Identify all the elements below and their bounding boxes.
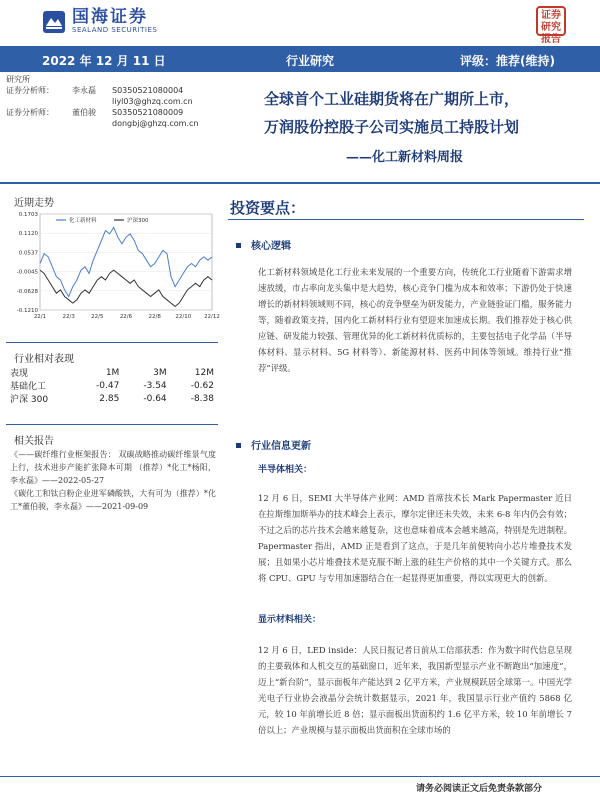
y-tick-label: 0.0537 bbox=[18, 250, 38, 257]
research-dept: 研究所 bbox=[6, 75, 30, 84]
report-subtitle: ——化工新材料周报 bbox=[346, 150, 464, 165]
semiconductor-heading: 半导体相关： bbox=[258, 465, 313, 475]
analyst-code: S0350521080009 bbox=[112, 108, 184, 117]
report-category: 行业研究 bbox=[286, 54, 335, 68]
analyst-email[interactable]: liyl03@ghzq.com.cn bbox=[112, 97, 193, 106]
trend-chart bbox=[6, 206, 218, 330]
table-header-cell: 表现 bbox=[10, 369, 29, 379]
table-cell: 基础化工 bbox=[10, 382, 47, 392]
table-cell: 沪深 300 bbox=[10, 395, 49, 405]
table-header-row bbox=[10, 366, 216, 379]
series-line bbox=[40, 227, 212, 296]
table-cell: -8.38 bbox=[190, 393, 214, 404]
sidebar-divider bbox=[6, 342, 218, 343]
title-line-2: 万润股份控股子公司实施员工持股计划 bbox=[264, 118, 520, 136]
section-title: 投资要点： bbox=[230, 199, 306, 217]
legend-label: 沪深300 bbox=[127, 218, 149, 224]
x-tick-label: 22/3 bbox=[62, 314, 75, 320]
x-tick-label: 22/10 bbox=[175, 314, 192, 320]
related-report-item[interactable]: 《碳化工和钛白粉企业进军磷酸铁，大有可为（推荐）*化工*董伯骏，李永磊》——2021-09-09 bbox=[10, 489, 216, 511]
report-stamp: 证券研究报告 bbox=[536, 6, 566, 36]
y-tick-label: 0.1120 bbox=[18, 231, 38, 238]
section-rule bbox=[228, 219, 584, 220]
table-header-cell: 3M bbox=[153, 367, 167, 378]
footer-rule bbox=[0, 776, 600, 777]
report-rating: 评级：推荐(维持) bbox=[460, 54, 555, 68]
related-reports bbox=[10, 448, 216, 513]
y-tick-label: -0.1210 bbox=[16, 308, 38, 314]
series-line bbox=[40, 270, 212, 306]
header-divider bbox=[0, 182, 600, 184]
analyst-label: 证券分析师： bbox=[6, 108, 54, 117]
table-cell: -0.64 bbox=[143, 393, 167, 404]
x-tick-label: 22/12 bbox=[204, 314, 220, 320]
report-title bbox=[240, 88, 600, 138]
sidebar-divider bbox=[6, 424, 218, 425]
info-banner bbox=[0, 46, 600, 72]
y-tick-label: 0.1703 bbox=[18, 212, 38, 218]
performance-table bbox=[10, 366, 216, 405]
title-line-1: 全球首个工业硅期货将在广期所上市， bbox=[264, 90, 520, 108]
x-tick-label: 22/8 bbox=[148, 314, 161, 320]
table-cell: -0.47 bbox=[96, 380, 120, 391]
analyst-label: 证券分析师： bbox=[6, 86, 54, 95]
table-header-cell: 1M bbox=[105, 367, 120, 378]
x-tick-label: 22/5 bbox=[91, 314, 104, 320]
company-logo bbox=[42, 8, 157, 35]
legend-label: 化工新材料 bbox=[69, 218, 97, 224]
logo-chinese: 国海证券 bbox=[72, 7, 148, 27]
plot-frame bbox=[40, 214, 212, 310]
trend-title: 近期走势 bbox=[14, 198, 54, 209]
analyst-row bbox=[6, 85, 218, 96]
sealand-logo-icon bbox=[42, 10, 66, 34]
analyst-email[interactable]: dongbj@ghzq.com.cn bbox=[112, 119, 199, 128]
x-tick-label: 22/6 bbox=[119, 314, 133, 320]
related-title: 相关报告 bbox=[14, 436, 54, 447]
analyst-name: 董伯骏 bbox=[72, 108, 96, 117]
display-paragraph: 12 月 6 日，LED inside：人民日报记者日前从工信部获悉：作为数字时代信息呈现的主要载体和人机交互的基础窗口，近年来，我国新型显示产业不断跑出“加速度”，迈上“新台阶”，显示面板年产能达到 2 亿平方米，产业规模跃居全球第一。中国光学光电子行业协会液晶分会统计数据显示，2021 年，我国显示行业产值约 5868 亿元，较 10 年前增长近 8 倍；显示面板出货面积约 1.6 亿平方米，较 10 年前增长 7 倍以上；产业规模与显示面板出货面积在全球市场的 bbox=[258, 645, 572, 735]
logic-paragraph: 化工新材料领域是化工行业未来发展的一个重要方向，传统化工行业随着下游需求增速放缓，市占率向龙头集中是大趋势，核心竞争门槛为成本和效率；下游仍处于快速增长的新材料领域则不同，核心的竞争壁垒为研发能力，产业链验证门槛，服务能力等，随着政策支持，国内化工新材料行业有望迎来加速成长期。我们推荐处于核心供应链、研发能力较强、管理优异的化工新材料优质标的，主要包括电子化学品（半导体材料、显示材料、5G 材料等）、新能源材料、医药中间体等领域。维持行业“推荐”评级。 bbox=[258, 267, 572, 373]
table-cell: -3.54 bbox=[143, 380, 167, 391]
display-heading: 显示材料相关： bbox=[258, 615, 322, 625]
y-tick-label: -0.0045 bbox=[16, 269, 38, 276]
analyst-row bbox=[6, 107, 218, 118]
performance-title: 行业相对表现 bbox=[14, 354, 74, 365]
table-cell: 2.85 bbox=[99, 393, 120, 404]
page-header bbox=[0, 0, 600, 45]
analyst-name: 李永磊 bbox=[72, 86, 96, 95]
news-heading: 行业信息更新 bbox=[236, 437, 311, 452]
logic-heading: 核心逻辑 bbox=[236, 237, 291, 252]
y-tick-label: -0.0628 bbox=[16, 288, 38, 295]
table-cell: -0.62 bbox=[190, 380, 214, 391]
footer-disclaimer: 请务必阅读正文后免责条款部分 bbox=[416, 784, 543, 794]
logo-english: SEALAND SECURITIES bbox=[72, 26, 158, 34]
table-row bbox=[10, 392, 216, 405]
related-report-item[interactable]: 《——碳纤维行业框架报告： 双碳战略推动碳纤维景气度上行，技术进步产能扩张降本可期 （推荐）*化工*杨阳，李永磊》——2022-05-27 bbox=[10, 450, 216, 485]
report-date: 2022 年 12 月 11 日 bbox=[42, 54, 166, 68]
semiconductor-paragraph: 12 月 6 日，SEMI 大半导体产业网：AMD 首席技术长 Mark Papermaster 近日在拉斯维加斯举办的技术峰会上表示，摩尔定律还未失效，未来 6-8 年内仍会有效；不过之后的芯片技术会越来越复杂，这也意味着成本会越来越高，特别是先进制程。Papermaster 指出，AMD 正是看到了这点，于是几年前便转向小芯片堆叠技术发展；且如果小芯片堆叠技术是克服不断上涨的硅生产价格的其中一个关键方式。那么将 CPU、GPU 与专用加速器结合在一起显得更加重要，得以实现更大的创新。 bbox=[258, 493, 572, 583]
table-row bbox=[10, 379, 216, 392]
table-header-cell: 12M bbox=[194, 367, 214, 378]
analyst-code: S0350521080004 bbox=[112, 86, 184, 95]
x-tick-label: 22/1 bbox=[33, 314, 47, 320]
analyst-block bbox=[6, 74, 218, 129]
